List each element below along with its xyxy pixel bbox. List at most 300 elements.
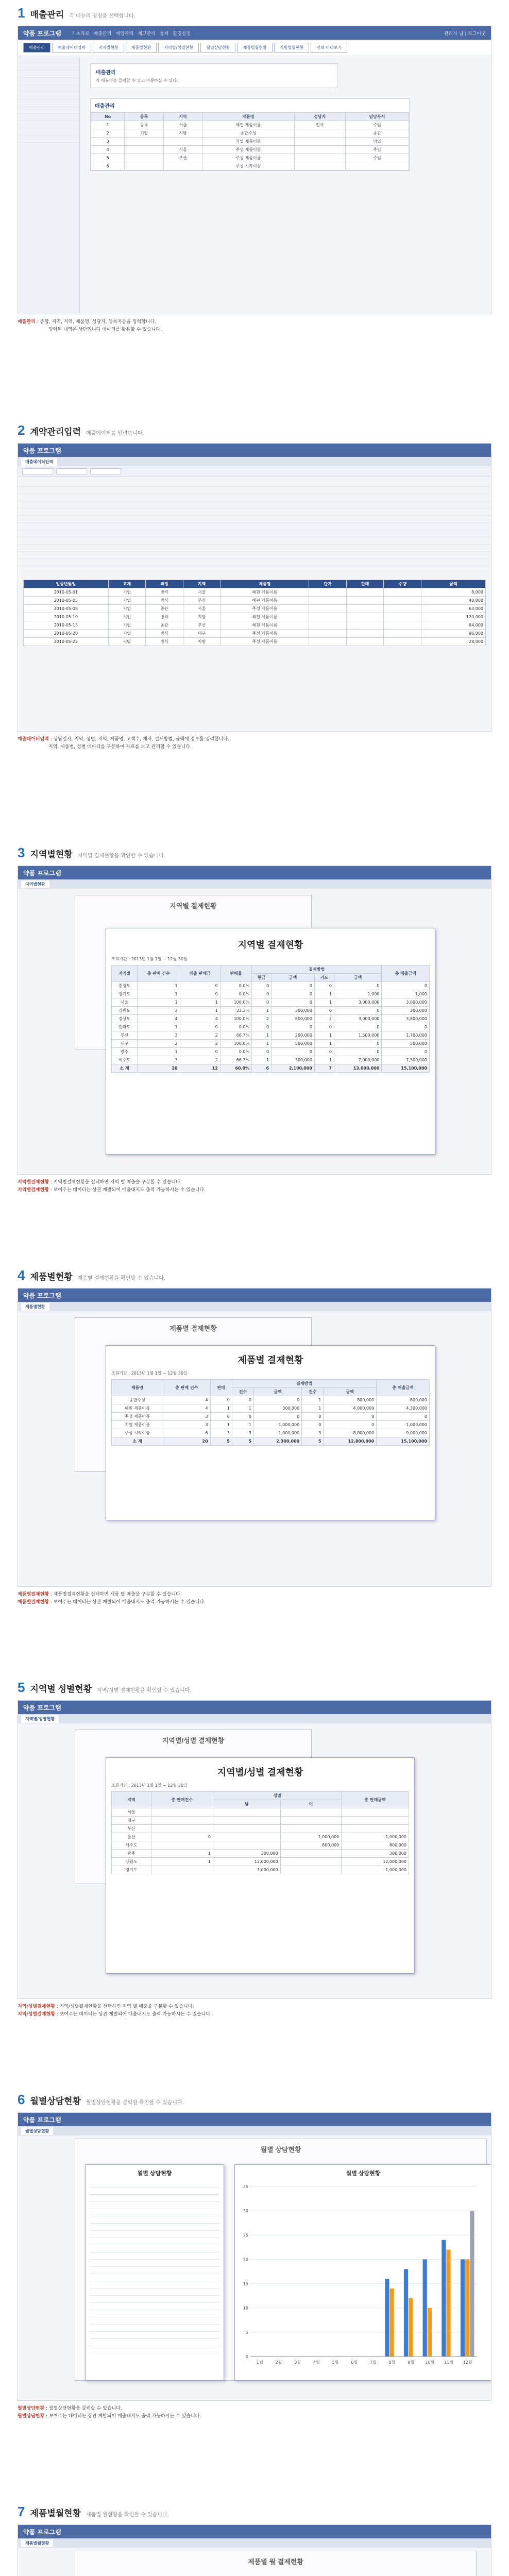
table-row[interactable]: [112, 1040, 430, 1048]
app-bar: [18, 1701, 491, 1714]
tab-product[interactable]: 제품별현황: [21, 1303, 49, 1311]
app-screen: [18, 1288, 491, 1587]
table-cell: [151, 1866, 213, 1874]
consult-ghost-rows: [90, 2180, 219, 2353]
tab-region-gender[interactable]: 지역별/성별현황: [158, 43, 199, 53]
table-cell: 1: [151, 1858, 213, 1866]
table-row[interactable]: [91, 121, 409, 129]
table-cell: 40,000: [421, 597, 486, 605]
table-cell: 3: [137, 1031, 180, 1040]
tab-bar: [18, 879, 491, 889]
table-cell: 0: [272, 990, 315, 998]
app-bar: [18, 2525, 491, 2538]
table-cell: 종합주성: [202, 129, 295, 138]
column-subheader: 금액: [272, 974, 315, 982]
section-5: [0, 1669, 509, 2081]
tab-product-monthly[interactable]: 제품별월현황: [237, 43, 272, 53]
table-cell: [384, 597, 421, 605]
table-row[interactable]: [112, 1404, 430, 1413]
table-row[interactable]: [24, 613, 486, 621]
section-header: [0, 422, 509, 443]
table-cell: [309, 630, 347, 638]
region-gender-popup: [106, 1757, 415, 1974]
left-panel: [18, 56, 80, 314]
app-logo[interactable]: 약품 프로그램: [23, 2528, 61, 2536]
column-header: 성당자: [294, 113, 345, 121]
table-cell: 4: [137, 1015, 180, 1023]
app-menu: [72, 30, 191, 37]
table-cell: 5: [210, 1437, 232, 1446]
table-row[interactable]: [112, 1825, 409, 1833]
note-text-2: 입력된 내역은 상단입니다 데이터를 활용할 수 있습니다.: [48, 327, 162, 332]
table-cell: 헤핀 제품이름: [202, 121, 295, 129]
table-cell: 종관: [146, 605, 183, 613]
table-row[interactable]: [112, 1850, 409, 1858]
table-cell: 입사: [294, 121, 345, 129]
menu-item[interactable]: 환경설정: [173, 31, 191, 37]
table-cell: 0: [382, 1023, 430, 1031]
note-text: 종합, 지역, 지역, 제품명, 성당자, 등록자등을 입력합니다.: [40, 319, 157, 325]
table-cell: 3: [302, 1429, 324, 1437]
table-cell: 1: [314, 1040, 334, 1048]
table-cell: 2: [252, 1015, 272, 1023]
table-row[interactable]: [112, 1429, 430, 1437]
table-cell: 1: [180, 998, 220, 1007]
entry-table-wrap: [18, 580, 491, 646]
table-cell: [163, 138, 202, 146]
section-note: [18, 736, 491, 751]
submenu-note: 각 메뉴명을 클릭할 수 있고 이동하실 수 있다.: [96, 78, 178, 83]
tab-staff-monthly[interactable]: 직원별월현황: [274, 43, 309, 53]
left-rows: [18, 56, 79, 143]
table-cell: 7: [314, 1064, 334, 1073]
table-cell: [384, 605, 421, 613]
x-tick-label: 6월: [351, 2360, 358, 2365]
table-cell: 0: [180, 990, 220, 998]
table-cell: 부산: [183, 621, 220, 630]
tab-region-gender[interactable]: 지역별/성별현황: [21, 1715, 59, 1723]
bar: [423, 2259, 427, 2357]
table-cell: 0: [314, 1007, 334, 1015]
product-table-wrap: [106, 1376, 435, 1449]
bar: [442, 2240, 446, 2357]
menu-item[interactable]: 매입관리: [115, 31, 134, 37]
region-rows: [112, 982, 430, 1064]
table-cell: 2010-05-01: [24, 588, 109, 597]
table-row[interactable]: [24, 621, 486, 630]
table-cell: 방식: [146, 597, 183, 605]
table-row[interactable]: [24, 630, 486, 638]
app-screen: [18, 2112, 491, 2401]
table-cell: [294, 129, 345, 138]
app-logo[interactable]: 약품 프로그램: [23, 2116, 61, 2124]
table-cell: 3: [210, 1429, 232, 1437]
table-row[interactable]: [112, 1023, 430, 1031]
table-cell: 1,000: [334, 990, 382, 998]
product-popup: [106, 1345, 435, 1520]
table-cell: 96,000: [421, 630, 486, 638]
tab-region[interactable]: 지역별현황: [93, 43, 124, 53]
table-row[interactable]: [112, 1421, 430, 1429]
note-label: 매출관리: [18, 319, 36, 325]
table-row[interactable]: [112, 1031, 430, 1040]
table-header-row: [112, 1380, 430, 1388]
table-cell: [213, 1833, 281, 1841]
table-cell: 300,000: [213, 1850, 281, 1858]
table-cell: 1,000,000: [342, 1833, 409, 1841]
table-cell: 300,000: [382, 1007, 430, 1015]
table-row[interactable]: [24, 597, 486, 605]
table-cell: 0: [180, 982, 220, 990]
table-cell: 12,800,000: [324, 1437, 377, 1446]
table-cell: 울산: [112, 1833, 151, 1841]
section-desc: 지역/성별 결제현황을 확인할 수 있습니다.: [97, 1688, 192, 1693]
table-cell: 4: [163, 1396, 210, 1404]
tab-product[interactable]: 제품별현황: [126, 43, 157, 53]
table-cell: 3: [137, 1007, 180, 1015]
column-header: 과정: [146, 580, 183, 588]
table-cell: [346, 638, 384, 646]
app-bar: [18, 444, 491, 457]
table-cell: [384, 613, 421, 621]
table-row[interactable]: [24, 638, 486, 646]
tab-monthly-consult[interactable]: 월별상담현황: [200, 43, 235, 53]
table-cell: [346, 621, 384, 630]
table-cell: [309, 605, 347, 613]
menu-item[interactable]: 기초자료: [71, 31, 90, 37]
table-cell: [280, 1817, 342, 1825]
note-line: 매출관리 : 종합, 지역, 지역, 제품명, 성당자, 등록자등을 입력합니다.: [18, 319, 157, 325]
tab-data-entry[interactable]: 매출데이터입력: [52, 43, 91, 53]
content-area: [18, 56, 491, 314]
table-cell: [309, 597, 347, 605]
table-cell: 66.7%: [220, 1056, 251, 1064]
tab-monthly-consult[interactable]: 월별상담현황: [21, 2127, 53, 2135]
table-row[interactable]: [112, 1413, 430, 1421]
section-4: [0, 1257, 509, 1669]
table-cell: 기업: [108, 630, 146, 638]
menu-item[interactable]: 통계: [159, 31, 169, 37]
table-cell: 1: [151, 1850, 213, 1858]
table-cell: [213, 1841, 281, 1850]
table-row[interactable]: [91, 129, 409, 138]
y-tick-label: 0: [245, 2354, 248, 2359]
table-cell: 0: [272, 982, 315, 990]
consult-chart-popup: [234, 2164, 491, 2381]
table-row[interactable]: [91, 138, 409, 146]
sales-table-box: [90, 98, 410, 171]
table-cell: [151, 1808, 213, 1817]
app-screen: [18, 1700, 491, 1999]
table-cell: 1,000,000: [342, 1866, 409, 1874]
table-cell: 기업: [108, 613, 146, 621]
table-row[interactable]: [112, 1007, 430, 1015]
table-cell: [125, 146, 163, 154]
section-note: [18, 1179, 491, 1194]
bar: [389, 2289, 394, 2357]
app-screen: [18, 26, 491, 314]
tab-bar: [18, 1714, 491, 1723]
column-header: 매출 판매금: [180, 965, 220, 982]
table-cell: [309, 638, 347, 646]
table-cell: 0.0%: [220, 1023, 251, 1031]
column-header: 결제방법: [232, 1380, 376, 1388]
table-cell: 0: [334, 1007, 382, 1015]
column-header: 판매율: [220, 965, 251, 982]
table-cell: 1: [210, 1404, 232, 1413]
table-cell: 주성 시작이상: [112, 1429, 163, 1437]
table-cell: 300,000: [272, 1007, 315, 1015]
table-cell: 33.3%: [220, 1007, 251, 1015]
table-cell: 헤핀 제품이름: [220, 588, 309, 597]
table-cell: 63,000: [421, 605, 486, 613]
table-cell: 66.7%: [220, 1031, 251, 1040]
tab-region[interactable]: 지역별현황: [21, 880, 49, 888]
note-text-2: 보여주는 데이터는 상관 게발되어 매출내지도 출력 가능하시는 수 있습니다.: [53, 1600, 206, 1605]
table-cell: 4: [91, 146, 125, 154]
column-header: 담당부서: [345, 113, 409, 121]
table-cell: 1: [302, 1396, 324, 1404]
note-line: 지역/성별결제현황 : 지역/성별결제현황을 선택하면 지역 별 매출을 구분할 수 있습니다.: [18, 2004, 194, 2009]
table-cell: 1: [210, 1421, 232, 1429]
table-cell: [163, 162, 202, 171]
note-line-2: 지역별결제현황 : 보여주는 데이터는 상관 게발되어 매출내지도 출력 가능하시는 수 있습니다.: [18, 1188, 206, 1193]
tab-bar: [18, 1302, 491, 1311]
table-cell: [125, 154, 163, 162]
x-tick-label: 2월: [275, 2360, 282, 2365]
submenu-title: 매출관리: [96, 70, 116, 76]
table-cell: 주임: [345, 146, 409, 154]
table-row[interactable]: [91, 146, 409, 154]
table-cell: [294, 138, 345, 146]
table-cell: 20: [137, 1064, 180, 1073]
table-cell: 전라도: [112, 1023, 138, 1031]
table-cell: [384, 638, 421, 646]
section-desc: 각 메뉴의 명칭을 선택합니다.: [69, 13, 135, 19]
table-cell: 0: [210, 1413, 232, 1421]
entry-form-area: [18, 477, 491, 580]
column-subheader: 금액: [254, 1388, 302, 1396]
app-bar: [18, 1289, 491, 1302]
note-line-2: 제품별결제현황 : 보여주는 데이터는 상관 게발되어 매출내지도 출력 가능하시는 수 있습니다.: [18, 1600, 206, 1605]
table-row[interactable]: [112, 1858, 409, 1866]
consult-table-popup: [85, 2164, 224, 2381]
table-row[interactable]: [112, 1015, 430, 1023]
table-cell: 1: [314, 1031, 334, 1040]
table-cell: 0: [382, 1048, 430, 1056]
x-tick-label: 11월: [444, 2360, 453, 2365]
note-line: 지역별결제현황 : 지역별결제현황을 선택하면 지역 별 매출을 구분할 수 있습니다.: [18, 1180, 182, 1185]
filter-input[interactable]: [56, 468, 87, 474]
table-cell: 주임: [345, 121, 409, 129]
note-text-2: 지역, 제품별, 성별 데이터를 구분하여 자료를 보고 관리할 수 있습니다.: [48, 744, 192, 750]
table-cell: 지방: [183, 613, 220, 621]
section-3: [0, 835, 509, 1257]
table-header-row: [91, 113, 409, 121]
column-header: 총 판매 건수: [137, 965, 180, 982]
table-cell: [294, 162, 345, 171]
table-cell: 주성 시작이상: [202, 162, 295, 171]
back-popup-title: 제품별 결제현황: [169, 1325, 217, 1332]
table-cell: 종관: [345, 129, 409, 138]
note-text-2: 보여주는 데이터는 상관 게발되어 매출내지도 출력 가능하시는 수 있습니다.: [53, 1188, 206, 1193]
table-row[interactable]: [112, 1817, 409, 1825]
column-header: 수량: [384, 580, 421, 588]
tab-print-preview[interactable]: 인쇄 미리보기: [311, 43, 347, 53]
menu-tabs: [18, 40, 491, 56]
section-header: [0, 2092, 509, 2112]
table-cell: 2: [91, 129, 125, 138]
table-cell: 0: [252, 998, 272, 1007]
table-cell: [151, 1841, 213, 1850]
table-row[interactable]: [112, 1048, 430, 1056]
section-title: 제품별현황: [30, 1272, 73, 1282]
user-info[interactable]: 관리자 님 | 로그아웃: [444, 31, 486, 37]
bar: [470, 2211, 474, 2357]
column-header: 지역별: [112, 965, 138, 982]
app-logo[interactable]: 약품 프로그램: [23, 1704, 61, 1711]
table-cell: 주성 제품이름: [220, 605, 309, 613]
consult-bar-chart: [235, 2181, 482, 2372]
table-row[interactable]: [24, 605, 486, 613]
table-row[interactable]: [112, 982, 430, 990]
table-row[interactable]: [112, 998, 430, 1007]
section-header: [0, 5, 509, 26]
table-cell: 등록: [125, 121, 163, 129]
back-popup-title: 지역별/성별 결제현황: [162, 1737, 225, 1744]
section-title: 월별상담현황: [30, 2096, 81, 2106]
table-row[interactable]: [112, 1396, 430, 1404]
table-row[interactable]: [91, 154, 409, 162]
table-cell: 13,000,000: [334, 1064, 382, 1073]
table-cell: 1,000,000: [377, 1421, 430, 1429]
table-cell: 0: [272, 998, 315, 1007]
table-cell: [346, 630, 384, 638]
table-cell: 1,000,000: [254, 1421, 302, 1429]
y-tick-label: 15: [243, 2281, 248, 2286]
filter-input[interactable]: [22, 468, 53, 474]
column-header: 총 매출금액: [377, 1380, 430, 1396]
x-tick-label: 12월: [463, 2360, 472, 2365]
table-cell: 경기도: [112, 1866, 151, 1874]
table-cell: 헤핀 제품이름: [220, 597, 309, 605]
table-row[interactable]: [112, 1056, 430, 1064]
table-cell: 1: [232, 1404, 253, 1413]
main-panel: [80, 56, 491, 314]
table-cell: [346, 613, 384, 621]
section-number: 1: [18, 5, 25, 21]
table-cell: 2: [137, 1040, 180, 1048]
column-header: 교재: [108, 580, 146, 588]
table-cell: [346, 588, 384, 597]
x-tick-label: 1월: [256, 2360, 263, 2365]
table-header-row: [112, 965, 430, 974]
y-tick-label: 5: [245, 2330, 248, 2335]
table-cell: 헤핀 제품이름: [220, 613, 309, 621]
section-title: 지역별 성별현황: [30, 1684, 92, 1694]
app-logo[interactable]: 약품 프로그램: [23, 447, 61, 454]
filter-input[interactable]: [90, 468, 121, 474]
section-note: [18, 2405, 491, 2420]
table-cell: 2: [314, 1015, 334, 1023]
column-header: 판매: [346, 580, 384, 588]
table-cell: 1: [137, 982, 180, 990]
table-cell: 2010-05-08: [24, 605, 109, 613]
table-cell: 0: [324, 1421, 377, 1429]
table-cell: 2: [180, 1031, 220, 1040]
tab-product-monthly[interactable]: 제품별월현황: [21, 2539, 53, 2547]
column-subheader: 남: [213, 1800, 281, 1808]
table-cell: 8,000: [421, 588, 486, 597]
table-row[interactable]: [112, 1808, 409, 1817]
tab-sales[interactable]: 매출관리: [23, 43, 50, 53]
table-cell: 300,000: [342, 1850, 409, 1858]
bar: [385, 2279, 389, 2357]
table-cell: 서울: [183, 588, 220, 597]
menu-item[interactable]: 매출관리: [93, 31, 112, 37]
table-cell: 800,000: [377, 1396, 430, 1404]
app-logo[interactable]: 약품 프로그램: [23, 869, 61, 877]
region-popup: [106, 928, 435, 1155]
app-screen: [18, 866, 491, 1175]
table-header-row: [112, 1792, 409, 1800]
table-cell: 방식: [146, 613, 183, 621]
table-cell: 0: [302, 1413, 324, 1421]
table-cell: 서울: [163, 146, 202, 154]
filter-row: [18, 466, 491, 477]
table-cell: 1: [137, 1023, 180, 1031]
table-row[interactable]: [112, 1833, 409, 1841]
table-row[interactable]: [112, 990, 430, 998]
table-cell: 1: [302, 1404, 324, 1413]
table-row[interactable]: [112, 1841, 409, 1850]
table-cell: 충청도: [112, 982, 138, 990]
column-subheader: 건수: [302, 1388, 324, 1396]
table-cell: 강원도: [112, 1007, 138, 1015]
table-cell: 3,000,000: [334, 998, 382, 1007]
app-screen: [18, 443, 491, 732]
table-cell: [280, 1858, 342, 1866]
tab-bar: [18, 457, 491, 466]
app-logo[interactable]: 약품 프로그램: [23, 29, 61, 37]
table-cell: 기업 제품이름: [112, 1421, 163, 1429]
tab-data-entry[interactable]: 매출데이터입력: [21, 458, 57, 466]
table-cell: 0: [232, 1413, 253, 1421]
section-desc: 매출데이터를 입력합니다.: [86, 431, 144, 436]
table-cell: 1,000: [382, 990, 430, 998]
table-row[interactable]: [91, 162, 409, 171]
column-header: 판매: [210, 1380, 232, 1396]
table-cell: 500,000: [382, 1040, 430, 1048]
table-cell: 경기도: [112, 990, 138, 998]
table-cell: 4: [180, 1015, 220, 1023]
table-row[interactable]: [24, 588, 486, 597]
note-label: 월별상담현황: [18, 2414, 45, 2419]
table-cell: 3,000,000: [382, 998, 430, 1007]
popup-period: 조회기간 : 2013년 1월 1일 ~ 12월 30일: [111, 1783, 188, 1788]
back-popup: [75, 2551, 477, 2576]
column-header: 등록: [125, 113, 163, 121]
table-cell: [125, 138, 163, 146]
table-cell: 3: [163, 1421, 210, 1429]
table-row[interactable]: [112, 1866, 409, 1874]
table-cell: [346, 605, 384, 613]
region-sum: [112, 1064, 430, 1073]
app-logo[interactable]: 약품 프로그램: [23, 1292, 61, 1299]
table-cell: 2010-05-20: [24, 630, 109, 638]
menu-item[interactable]: 재고관리: [138, 31, 156, 37]
table-cell: 강원도: [112, 1858, 151, 1866]
